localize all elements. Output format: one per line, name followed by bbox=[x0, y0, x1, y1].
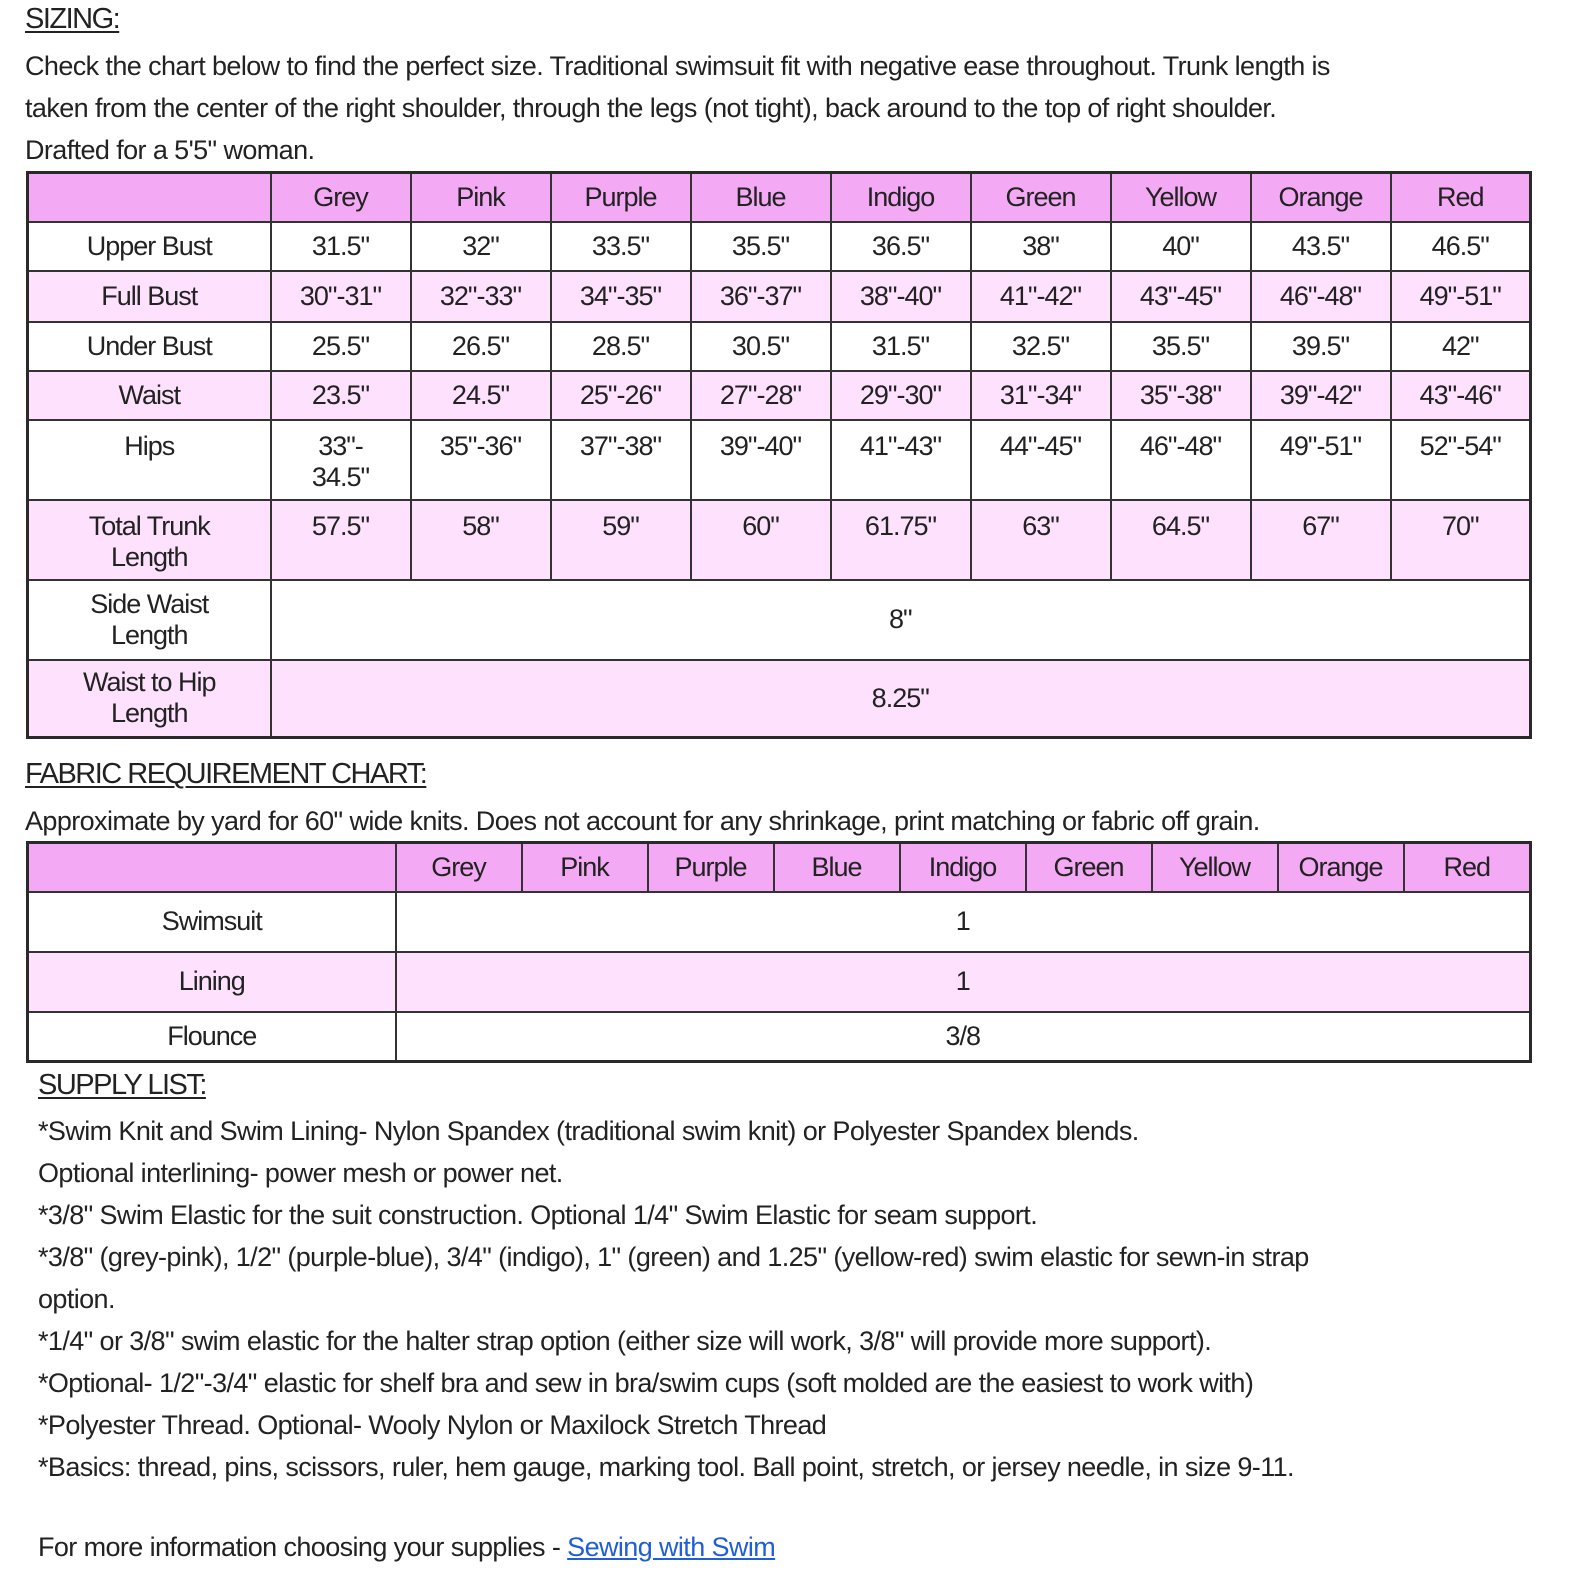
fabric-description bbox=[25, 800, 1260, 842]
measurement-cell: 57.5" bbox=[271, 500, 411, 580]
measurement-cell: 43"-45" bbox=[1111, 271, 1251, 322]
size-column-header: Purple bbox=[551, 173, 691, 222]
measurement-cell: 32" bbox=[411, 222, 551, 271]
measurement-cell: 33.5" bbox=[551, 222, 691, 271]
measurement-cell: 42" bbox=[1391, 322, 1531, 371]
size-column-header: Pink bbox=[522, 843, 648, 892]
supply-heading: SUPPLY LIST: bbox=[38, 1069, 206, 1101]
supplies-footer-text: For more information choosing your supplies - bbox=[38, 1532, 568, 1562]
measurement-cell: 27"-28" bbox=[691, 371, 831, 420]
fabric-row-lining bbox=[28, 952, 1531, 1012]
fabric-heading: FABRIC REQUIREMENT CHART: bbox=[25, 758, 427, 790]
measurement-cell: 31.5" bbox=[271, 222, 411, 271]
row-label: Full Bust bbox=[28, 271, 271, 322]
supply-list-item: *3/8" Swim Elastic for the suit construction. Optional 1/4" Swim Elastic for seam support. bbox=[38, 1200, 1038, 1230]
fabric-requirement-chart bbox=[26, 841, 1532, 1063]
sizing-row-hips bbox=[28, 420, 1531, 500]
measurement-cell: 58" bbox=[411, 500, 551, 580]
sizing-row-upper-bust bbox=[28, 222, 1531, 271]
measurement-cell: 26.5" bbox=[411, 322, 551, 371]
sizing-heading: SIZING: bbox=[25, 3, 120, 35]
measurement-cell: 40" bbox=[1111, 222, 1251, 271]
measurement-cell: 32.5" bbox=[971, 322, 1111, 371]
row-label: Flounce bbox=[28, 1012, 396, 1062]
measurement-cell: 23.5" bbox=[271, 371, 411, 420]
fabric-row-swimsuit bbox=[28, 892, 1531, 952]
measurement-cell: 41"-42" bbox=[971, 271, 1111, 322]
measurement-cell: 64.5" bbox=[1111, 500, 1251, 580]
supply-list bbox=[38, 1110, 1309, 1488]
measurement-cell: 59" bbox=[551, 500, 691, 580]
size-column-header: Blue bbox=[774, 843, 900, 892]
sizing-row-waist bbox=[28, 371, 1531, 420]
fabric-header-row bbox=[28, 843, 1531, 892]
size-column-header: Red bbox=[1404, 843, 1531, 892]
fabric-description-line: Approximate by yard for 60" wide knits. Does not account for any shrinkage, print matching or fabric off grain. bbox=[25, 806, 1260, 836]
size-column-header: Indigo bbox=[900, 843, 1026, 892]
sizing-header-row bbox=[28, 173, 1531, 222]
sewing-with-swim-link[interactable]: Sewing with Swim bbox=[567, 1532, 776, 1562]
measurement-cell: 36.5" bbox=[831, 222, 971, 271]
measurement-cell: 29"-30" bbox=[831, 371, 971, 420]
measurement-cell: 70" bbox=[1391, 500, 1531, 580]
sizing-description-line: taken from the center of the right shoulder, through the legs (not tight), back around to the top of right shoulder. bbox=[25, 93, 1277, 123]
fabric-row-flounce bbox=[28, 1012, 1531, 1062]
size-column-header: Green bbox=[971, 173, 1111, 222]
measurement-cell: 36"-37" bbox=[691, 271, 831, 322]
measurement-cell: 43"-46" bbox=[1391, 371, 1531, 420]
sizing-row-under-bust bbox=[28, 322, 1531, 371]
measurement-cell: 34"-35" bbox=[551, 271, 691, 322]
measurement-cell: 46"-48" bbox=[1251, 271, 1391, 322]
measurement-cell: 35"-36" bbox=[411, 420, 551, 500]
supply-list-item: *Basics: thread, pins, scissors, ruler, hem gauge, marking tool. Ball point, stretch, or jersey needle, in size 9-11. bbox=[38, 1452, 1294, 1482]
yardage-value-cell: 1 bbox=[396, 952, 1531, 1012]
measurement-cell: 39.5" bbox=[1251, 322, 1391, 371]
size-column-header: Blue bbox=[691, 173, 831, 222]
measurement-cell: 38" bbox=[971, 222, 1111, 271]
row-label: Side Waist Length bbox=[28, 580, 271, 660]
measurement-cell: 39"-42" bbox=[1251, 371, 1391, 420]
size-column-header: Pink bbox=[411, 173, 551, 222]
measurement-cell: 30"-31" bbox=[271, 271, 411, 322]
measurement-cell: 37"-38" bbox=[551, 420, 691, 500]
size-column-header: Grey bbox=[271, 173, 411, 222]
measurement-cell: 46.5" bbox=[1391, 222, 1531, 271]
measurement-cell: 44"-45" bbox=[971, 420, 1111, 500]
measurement-cell: 41"-43" bbox=[831, 420, 971, 500]
sizing-row-total-trunk-length bbox=[28, 500, 1531, 580]
measurement-cell: 43.5" bbox=[1251, 222, 1391, 271]
measurement-cell: 31"-34" bbox=[971, 371, 1111, 420]
row-label: Swimsuit bbox=[28, 892, 396, 952]
measurement-cell: 25.5" bbox=[271, 322, 411, 371]
row-label: Under Bust bbox=[28, 322, 271, 371]
measurement-cell: 35.5" bbox=[1111, 322, 1251, 371]
measurement-cell: 30.5" bbox=[691, 322, 831, 371]
supplies-footer bbox=[38, 1526, 775, 1568]
size-column-header: Yellow bbox=[1152, 843, 1278, 892]
supply-list-item: *Swim Knit and Swim Lining- Nylon Spandex (traditional swim knit) or Polyester Spandex blends. bbox=[38, 1116, 1139, 1146]
measurement-cell: 25"-26" bbox=[551, 371, 691, 420]
measurement-cell: 49"-51" bbox=[1251, 420, 1391, 500]
sizing-description bbox=[25, 45, 1330, 171]
measurement-cell: 63" bbox=[971, 500, 1111, 580]
size-column-header: Purple bbox=[648, 843, 774, 892]
size-column-header: Indigo bbox=[831, 173, 971, 222]
measurement-cell: 35.5" bbox=[691, 222, 831, 271]
supply-list-item: *3/8" (grey-pink), 1/2" (purple-blue), 3/4" (indigo), 1" (green) and 1.25" (yellow-red) swim elastic for sewn-in strap bbox=[38, 1242, 1309, 1272]
sizing-row-side-waist-length bbox=[28, 580, 1531, 660]
size-column-header: Red bbox=[1391, 173, 1531, 222]
row-label: Lining bbox=[28, 952, 396, 1012]
yardage-value-cell: 3/8 bbox=[396, 1012, 1531, 1062]
row-label: Upper Bust bbox=[28, 222, 271, 271]
sizing-description-line: Check the chart below to find the perfect size. Traditional swimsuit fit with negative ease throughout. Trunk length is bbox=[25, 51, 1330, 81]
size-column-header: Green bbox=[1026, 843, 1152, 892]
measurement-cell: 60" bbox=[691, 500, 831, 580]
measurement-cell: 52"-54" bbox=[1391, 420, 1531, 500]
yardage-value-cell: 1 bbox=[396, 892, 1531, 952]
measurement-cell: 39"-40" bbox=[691, 420, 831, 500]
sizing-chart bbox=[26, 171, 1532, 739]
header-corner-cell bbox=[28, 173, 271, 222]
sizing-row-full-bust bbox=[28, 271, 1531, 322]
size-column-header: Orange bbox=[1278, 843, 1404, 892]
all-sizes-value-cell: 8.25" bbox=[271, 660, 1531, 738]
supply-list-item: Optional interlining- power mesh or power net. bbox=[38, 1158, 563, 1188]
supply-list-item: *Polyester Thread. Optional- Wooly Nylon or Maxilock Stretch Thread bbox=[38, 1410, 827, 1440]
supply-list-item: *1/4" or 3/8" swim elastic for the halter strap option (either size will work, 3/8" will provide more support). bbox=[38, 1326, 1212, 1356]
size-column-header: Grey bbox=[396, 843, 522, 892]
supply-list-item: *Optional- 1/2"-3/4" elastic for shelf bra and sew in bra/swim cups (soft molded are the easiest to work with) bbox=[38, 1368, 1254, 1398]
measurement-cell: 33"- 34.5" bbox=[271, 420, 411, 500]
row-label: Hips bbox=[28, 420, 271, 500]
header-corner-cell bbox=[28, 843, 396, 892]
size-column-header: Orange bbox=[1251, 173, 1391, 222]
measurement-cell: 67" bbox=[1251, 500, 1391, 580]
all-sizes-value-cell: 8" bbox=[271, 580, 1531, 660]
measurement-cell: 32"-33" bbox=[411, 271, 551, 322]
sizing-row-waist-to-hip-length bbox=[28, 660, 1531, 738]
measurement-cell: 31.5" bbox=[831, 322, 971, 371]
measurement-cell: 46"-48" bbox=[1111, 420, 1251, 500]
sizing-description-line: Drafted for a 5'5" woman. bbox=[25, 135, 315, 165]
row-label: Waist to Hip Length bbox=[28, 660, 271, 738]
size-column-header: Yellow bbox=[1111, 173, 1251, 222]
row-label: Total Trunk Length bbox=[28, 500, 271, 580]
row-label: Waist bbox=[28, 371, 271, 420]
measurement-cell: 28.5" bbox=[551, 322, 691, 371]
measurement-cell: 38"-40" bbox=[831, 271, 971, 322]
measurement-cell: 35"-38" bbox=[1111, 371, 1251, 420]
measurement-cell: 61.75" bbox=[831, 500, 971, 580]
supply-list-item: option. bbox=[38, 1284, 115, 1314]
measurement-cell: 24.5" bbox=[411, 371, 551, 420]
measurement-cell: 49"-51" bbox=[1391, 271, 1531, 322]
